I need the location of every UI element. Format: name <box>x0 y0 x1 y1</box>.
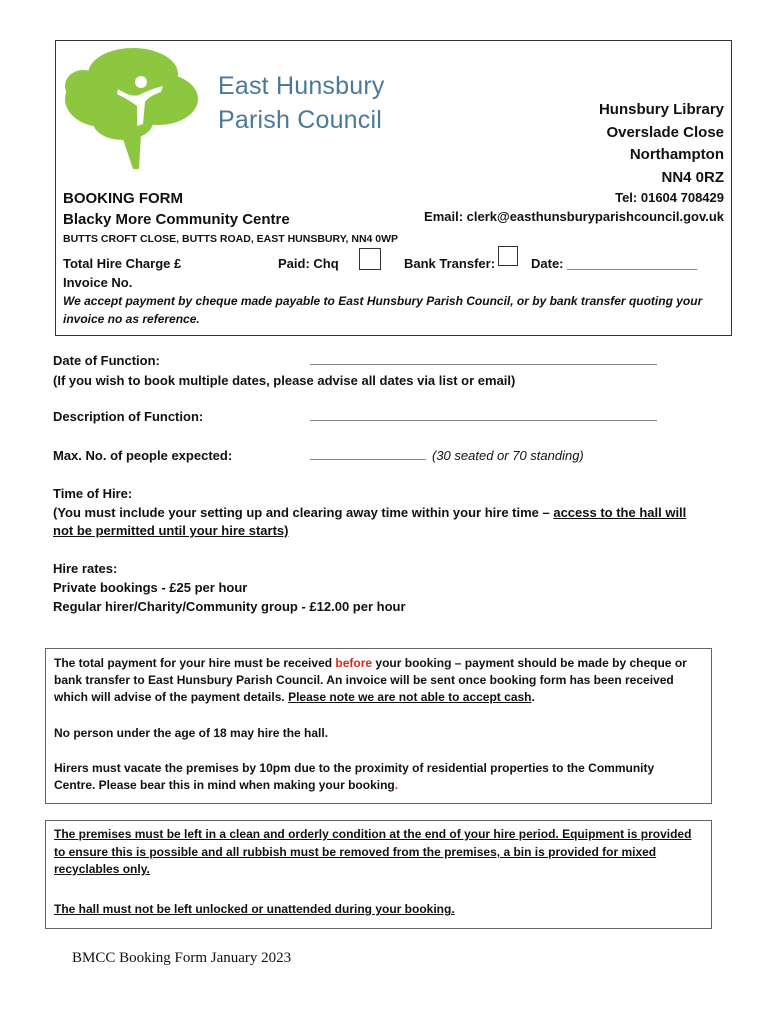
box2-line2: to ensure this is possible and all rubbish must be removed from the premises, a bin is provided for mixed <box>54 845 657 859</box>
hire-rates-title: Hire rates: <box>53 561 118 576</box>
form-title: BOOKING FORM <box>63 190 183 207</box>
description-label: Description of Function: <box>53 409 204 424</box>
paid-cheque-label: Paid: Chq <box>278 256 339 271</box>
logo-line1: East Hunsbury <box>218 72 385 100</box>
address-postcode: NN4 0RZ <box>661 169 724 186</box>
tree-logo-icon <box>63 44 213 169</box>
box1-vacate-line1: Hirers must vacate the premises by 10pm due to the proximity of residential properties to the Community <box>54 761 655 775</box>
time-of-hire-label: Time of Hire: <box>53 486 133 501</box>
cheque-checkbox[interactable] <box>359 248 381 270</box>
box2-line1: The premises must be left in a clean and orderly condition at the end of your hire period. Equipment is provided <box>54 827 692 841</box>
max-people-input[interactable]: ________________ <box>310 446 426 461</box>
logo <box>63 44 393 169</box>
max-people-note: (30 seated or 70 standing) <box>432 448 584 463</box>
box1-line3: which will advise of the payment details. Please note we are not able to accept cash. <box>54 690 535 704</box>
box2-lock-rule: The hall must not be left unlocked or unattended during your booking. <box>54 902 455 916</box>
date-note: (If you wish to book multiple dates, please advise all dates via list or email) <box>53 373 516 388</box>
address-line1: Hunsbury Library <box>598 101 724 118</box>
box1-line1: The total payment for your hire must be received before your booking – payment should be made by cheque or <box>54 656 687 670</box>
hire-charge-label: Total Hire Charge £ <box>63 256 182 271</box>
venue-name: Blacky More Community Centre <box>63 211 290 228</box>
venue-address: BUTTS CROFT CLOSE, BUTTS ROAD, EAST HUNSBURY, NN4 0WP <box>63 233 399 245</box>
address-email: Email: clerk@easthunsburyparishcouncil.gov.uk <box>424 209 724 224</box>
date-of-function-label: Date of Function: <box>53 353 160 368</box>
date-of-function-input[interactable]: ________________________________________________ <box>310 351 658 366</box>
time-note-line2: not be permitted until your hire starts) <box>53 523 289 538</box>
bank-transfer-label: Bank Transfer: <box>404 256 496 271</box>
address-line3: Northampton <box>629 146 724 163</box>
time-note-line1: (You must include your setting up and clearing away time within your hire time – access to the hall will <box>53 505 687 520</box>
max-people-label: Max. No. of people expected: <box>53 448 233 463</box>
address-line2: Overslade Close <box>606 124 724 141</box>
date-field[interactable]: Date: __________________ <box>531 256 698 271</box>
invoice-label: Invoice No. <box>63 275 133 290</box>
box1-age-rule: No person under the age of 18 may hire the hall. <box>54 726 329 740</box>
bank-transfer-checkbox[interactable] <box>498 246 518 266</box>
rate-private: Private bookings - £25 per hour <box>53 580 248 595</box>
box1-line2: bank transfer to East Hunsbury Parish Council. An invoice will be sent once booking form has been received <box>54 673 674 687</box>
box2-line3: recyclables only. <box>54 862 150 876</box>
address-tel: Tel: 01604 708429 <box>615 190 724 205</box>
rate-regular: Regular hirer/Charity/Community group - £12.00 per hour <box>53 599 406 614</box>
description-input[interactable]: ________________________________________________ <box>310 407 658 422</box>
footer-text: BMCC Booking Form January 2023 <box>72 950 292 966</box>
logo-line2: Parish Council <box>218 106 382 134</box>
box1-vacate-line2: Centre. Please bear this in mind when making your booking. <box>54 778 399 792</box>
payment-note: We accept payment by cheque made payable to East Hunsbury Parish Council, or by bank transfer quoting your invoice no as reference. <box>63 294 703 326</box>
